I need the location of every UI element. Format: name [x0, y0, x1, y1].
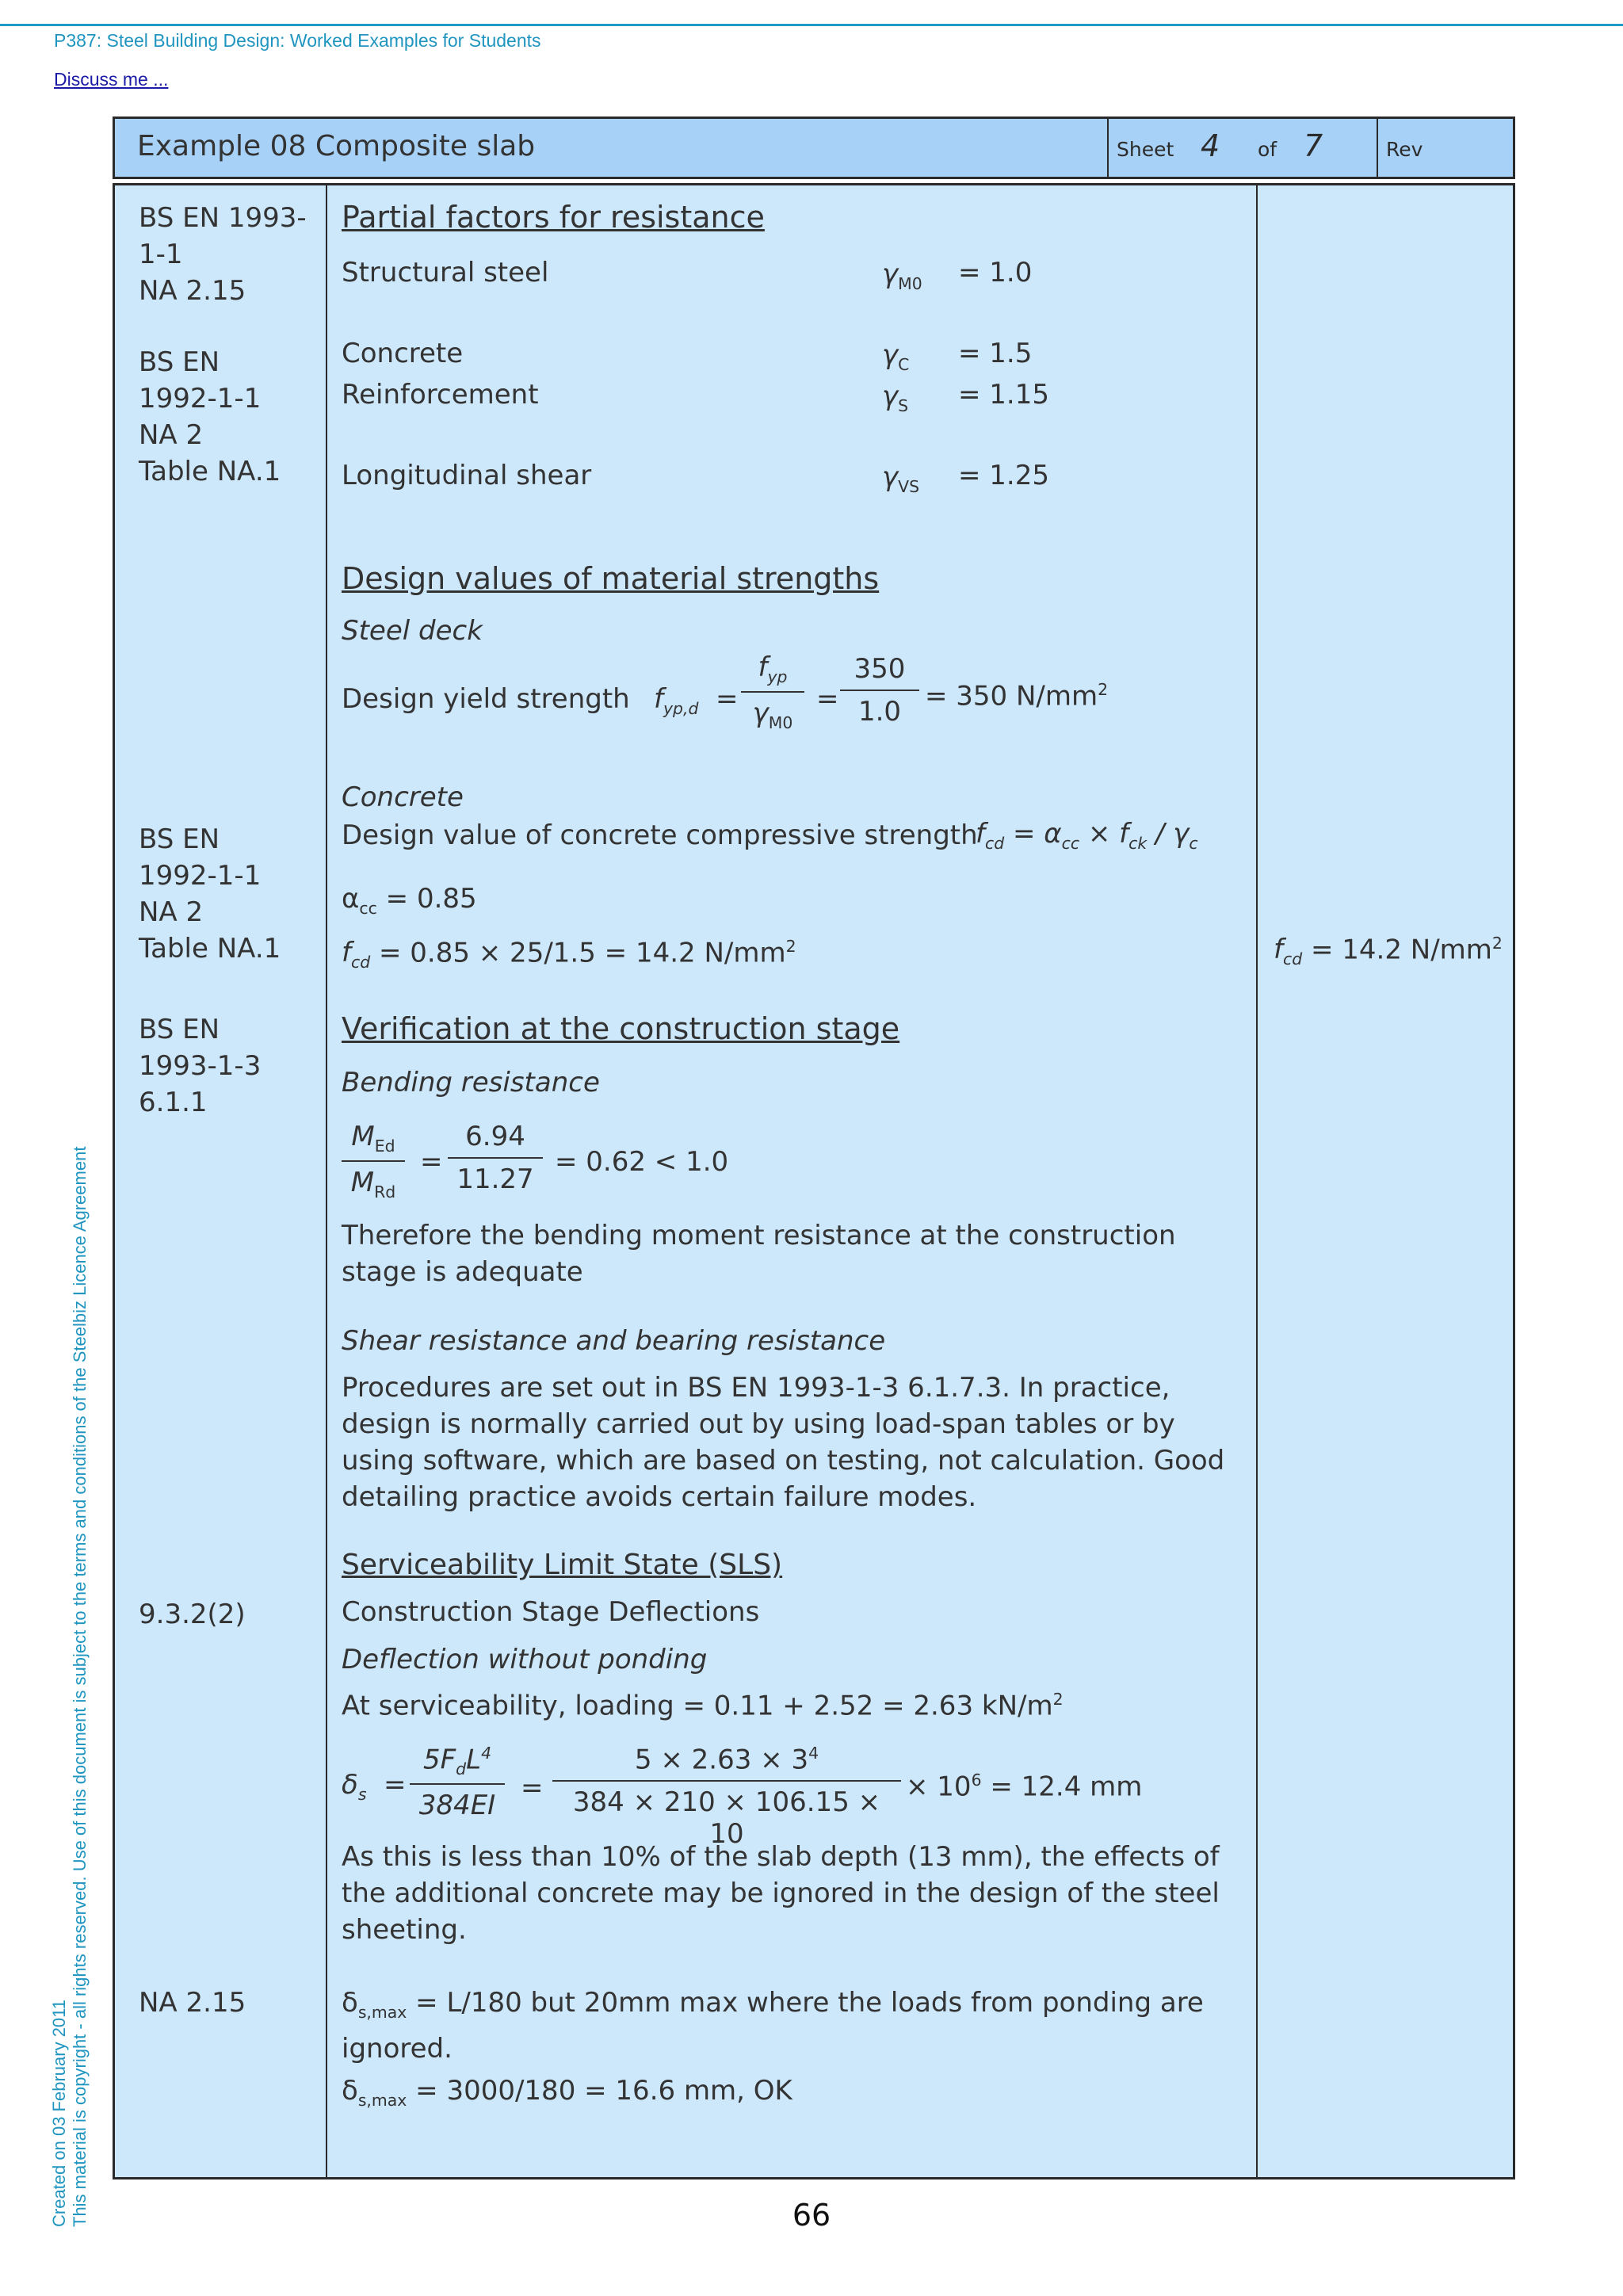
fraction-numerator: $5 \times 2.63 \times 3^4$ — [634, 1744, 819, 1776]
sheet-total: 7 — [1304, 128, 1323, 163]
moment-ratio-numeric — [448, 1121, 543, 1195]
ref-line: Table NA.1 — [139, 933, 281, 965]
fraction-bar — [552, 1780, 901, 1782]
factor-symbol — [882, 258, 922, 293]
side-note-line-2: This material is copyright - all rights reserved. Use of this document is subject to the terms and conditions of the Steelbiz Licence Agreement — [70, 1146, 90, 2227]
fraction-bar — [342, 1160, 405, 1162]
equals-sign: = — [420, 1146, 443, 1178]
equals-sign: = — [816, 683, 839, 715]
factor-symbol — [882, 339, 909, 374]
den-sub: Rd — [374, 1182, 396, 1201]
symbol-char: γ — [882, 461, 899, 493]
factor-value: = 1.25 — [958, 460, 1049, 491]
yield-label: Design yield strength — [342, 683, 630, 715]
calculation-sheet — [113, 183, 1515, 2179]
deflection-fraction-symbolic — [410, 1744, 505, 1821]
deflection-limit: $\delta_{s,max} = L/180$ but 20mm max where the loads from ponding are ignored. — [342, 1987, 1204, 2065]
ref-line: 6.1.1 — [139, 1087, 208, 1118]
deflection-fraction-numeric — [552, 1744, 901, 1850]
sheet-label: Sheet — [1117, 138, 1174, 161]
yield-result: = 350 $N/mm^2$ — [925, 680, 1109, 712]
ref-line: Table NA.1 — [139, 456, 281, 487]
symbol-char: γ — [882, 339, 899, 371]
page-number: 66 — [792, 2198, 831, 2233]
fraction-numerator: 350 — [854, 653, 906, 685]
yield-fraction-numeric — [840, 653, 919, 728]
copyright-side-note — [49, 1147, 90, 2227]
num-char: M — [351, 1121, 375, 1152]
ref-line: BS EN 1992-1-1 — [139, 346, 262, 415]
fraction-denominator: 1.0 — [857, 696, 902, 728]
ref-line: NA 2 — [139, 896, 204, 928]
alpha-cc: $\alpha_{cc} = 0.85$ — [342, 883, 477, 918]
rev-label: Rev — [1386, 138, 1423, 161]
sls-subheading: Construction Stage Deflections — [342, 1596, 760, 1628]
reference-4 — [139, 1011, 281, 1121]
fraction-denominator: 11.27 — [456, 1163, 534, 1195]
construction-heading: Verification at the construction stage — [342, 1011, 900, 1046]
moment-ratio-result: = 0.62 < 1.0 — [555, 1146, 729, 1178]
factor-symbol — [882, 461, 919, 496]
reference-2 — [139, 344, 281, 490]
den-sub: M0 — [768, 712, 793, 732]
reference-5: 9.3.2(2) — [139, 1599, 246, 1630]
den-char: M — [350, 1166, 375, 1198]
factor-symbol — [882, 380, 908, 415]
sheet-title: Example 08 Composite slab — [137, 130, 536, 162]
deflection-note: As this is less than 10% of the slab depth (13 mm), the effects of the additional concrete may be ignored in the design of the steel sheeting. — [342, 1841, 1220, 1946]
header-rule — [0, 24, 1623, 26]
side-note-line-1: Created on 03 February 2011 — [49, 2000, 69, 2227]
fcd-calculation: $f_{cd} = 0.85 \times 25/1.5 = 14.2$ $N/mm^2$ — [342, 937, 796, 972]
sls-loading: At serviceability, loading = 0.11 + 2.52 = 2.63 $kN/m^2$ — [342, 1690, 1064, 1722]
header-divider — [1107, 119, 1109, 177]
result-text: = 350 N/mm — [925, 680, 1098, 712]
num-char: f — [758, 651, 768, 683]
factor-value: = 1.15 — [958, 379, 1049, 411]
fraction-denominator: 384EI — [418, 1790, 496, 1822]
delta-s-symbol: $\delta_s$ = — [342, 1769, 407, 1804]
reference-6: NA 2.15 — [139, 1987, 246, 2019]
fraction-denominator — [741, 697, 804, 732]
limit-calc-text: = 3000/180 = 16.6 mm, OK — [407, 2075, 792, 2107]
symbol-sub: VS — [898, 476, 920, 496]
result-multiplier: × 10 — [906, 1771, 972, 1803]
fyp-d-symbol: $f_{yp,d}$ = — [654, 683, 739, 718]
partial-factors-heading: Partial factors for resistance — [342, 200, 765, 235]
fraction-numerator — [741, 651, 804, 686]
num-text: 5 × 2.63 × 3 — [634, 1744, 809, 1776]
fraction-numerator: $5F_dL^4$ — [422, 1744, 492, 1779]
num-text: 5F — [422, 1744, 456, 1776]
factor-label: Longitudinal shear — [342, 460, 592, 491]
fraction-bar — [448, 1157, 543, 1159]
moment-ratio-symbolic — [342, 1121, 405, 1201]
fraction-denominator — [342, 1167, 405, 1201]
concrete-heading: Concrete — [342, 781, 464, 813]
ref-line: BS EN 1992-1-1 — [139, 823, 262, 892]
symbol-char: γ — [882, 258, 899, 290]
column-divider — [326, 185, 327, 2177]
symbol-sub: M0 — [898, 273, 922, 293]
equals-sign: = — [521, 1772, 544, 1804]
result-value: = 12.4 mm — [981, 1771, 1143, 1803]
factor-value: = 1.0 — [958, 257, 1033, 288]
ref-line: NA 2 — [139, 419, 204, 451]
alpha-value: = 0.85 — [385, 883, 477, 915]
column-divider — [1256, 185, 1258, 2177]
factor-label: Structural steel — [342, 257, 549, 288]
reference-1 — [139, 200, 313, 309]
bending-conclusion: Therefore the bending moment resistance at the construction stage is adequate — [342, 1220, 1176, 1288]
fcd-result-text: = 14.2 N/mm — [1310, 934, 1492, 966]
ref-line: NA 2.15 — [139, 275, 246, 307]
factor-value: = 1.5 — [958, 338, 1033, 369]
discuss-link[interactable]: Discuss me ... — [54, 69, 169, 90]
den-char: γ — [752, 697, 769, 729]
design-values-heading: Design values of material strengths — [342, 561, 880, 596]
fraction-bar — [410, 1783, 505, 1785]
steel-deck-heading: Steel deck — [342, 615, 483, 647]
running-header: P387: Steel Building Design: Worked Examples for Students — [54, 30, 541, 51]
fraction-numerator: 6.94 — [465, 1121, 525, 1152]
num-sub: Ed — [374, 1136, 395, 1156]
symbol-char: γ — [882, 380, 899, 412]
symbol-sub: S — [898, 395, 909, 415]
bending-heading: Bending resistance — [342, 1067, 600, 1098]
deflection-limit-calc: $\delta_{s,max} = 3000/180 = 16.6$ mm, OK — [342, 2075, 792, 2110]
reference-3 — [139, 821, 281, 967]
num-sub: yp — [767, 667, 788, 686]
deflection-result: × $10^6 = 12.4$ mm — [906, 1771, 1143, 1803]
loading-text: At serviceability, loading = 0.11 + 2.52 = 2.63 kN/m — [342, 1690, 1053, 1722]
factor-label: Reinforcement — [342, 379, 539, 411]
sheet-header — [113, 117, 1515, 179]
fraction-bar — [840, 690, 919, 691]
ref-line: BS EN 1993-1-1 — [139, 202, 307, 270]
of-label: of — [1258, 138, 1277, 161]
sls-heading: Serviceability Limit State (SLS) — [342, 1549, 783, 1581]
ponding-subheading: Deflection without ponding — [342, 1644, 708, 1675]
fraction-bar — [741, 691, 804, 693]
limit-text: = L/180 but 20mm max where the loads from ponding are ignored. — [342, 1987, 1204, 2065]
ref-line: BS EN 1993-1-3 — [139, 1014, 262, 1082]
fraction-numerator — [342, 1121, 405, 1156]
sheet-number: 4 — [1201, 128, 1220, 163]
shear-text: Procedures are set out in BS EN 1993-1-3 6.1.7.3. In practice, design is normally carried out by using load-span tables or by using software, which are based on testing, not calculation. Good detailing practice avoids certain failure modes. — [342, 1372, 1225, 1513]
symbol-sub: C — [898, 354, 910, 374]
factor-label: Concrete — [342, 338, 464, 369]
fcd-calc-text: = 0.85 × 25/1.5 = 14.2 N/mm — [378, 937, 786, 969]
header-divider — [1377, 119, 1378, 177]
shear-heading: Shear resistance and bearing resistance — [342, 1325, 886, 1357]
concrete-description: Design value of concrete compressive strength — [342, 819, 978, 851]
yield-fraction-symbolic — [741, 651, 804, 732]
fcd-formula: $f_{cd} = \alpha_{cc} \times f_{ck} / \gamma_c$ — [976, 818, 1198, 853]
fcd-result: $f_{cd} = 14.2$ $N/mm^2$ — [1274, 934, 1503, 969]
fraction-denominator: 384 × 210 × 106.15 × 10 — [572, 1786, 881, 1851]
